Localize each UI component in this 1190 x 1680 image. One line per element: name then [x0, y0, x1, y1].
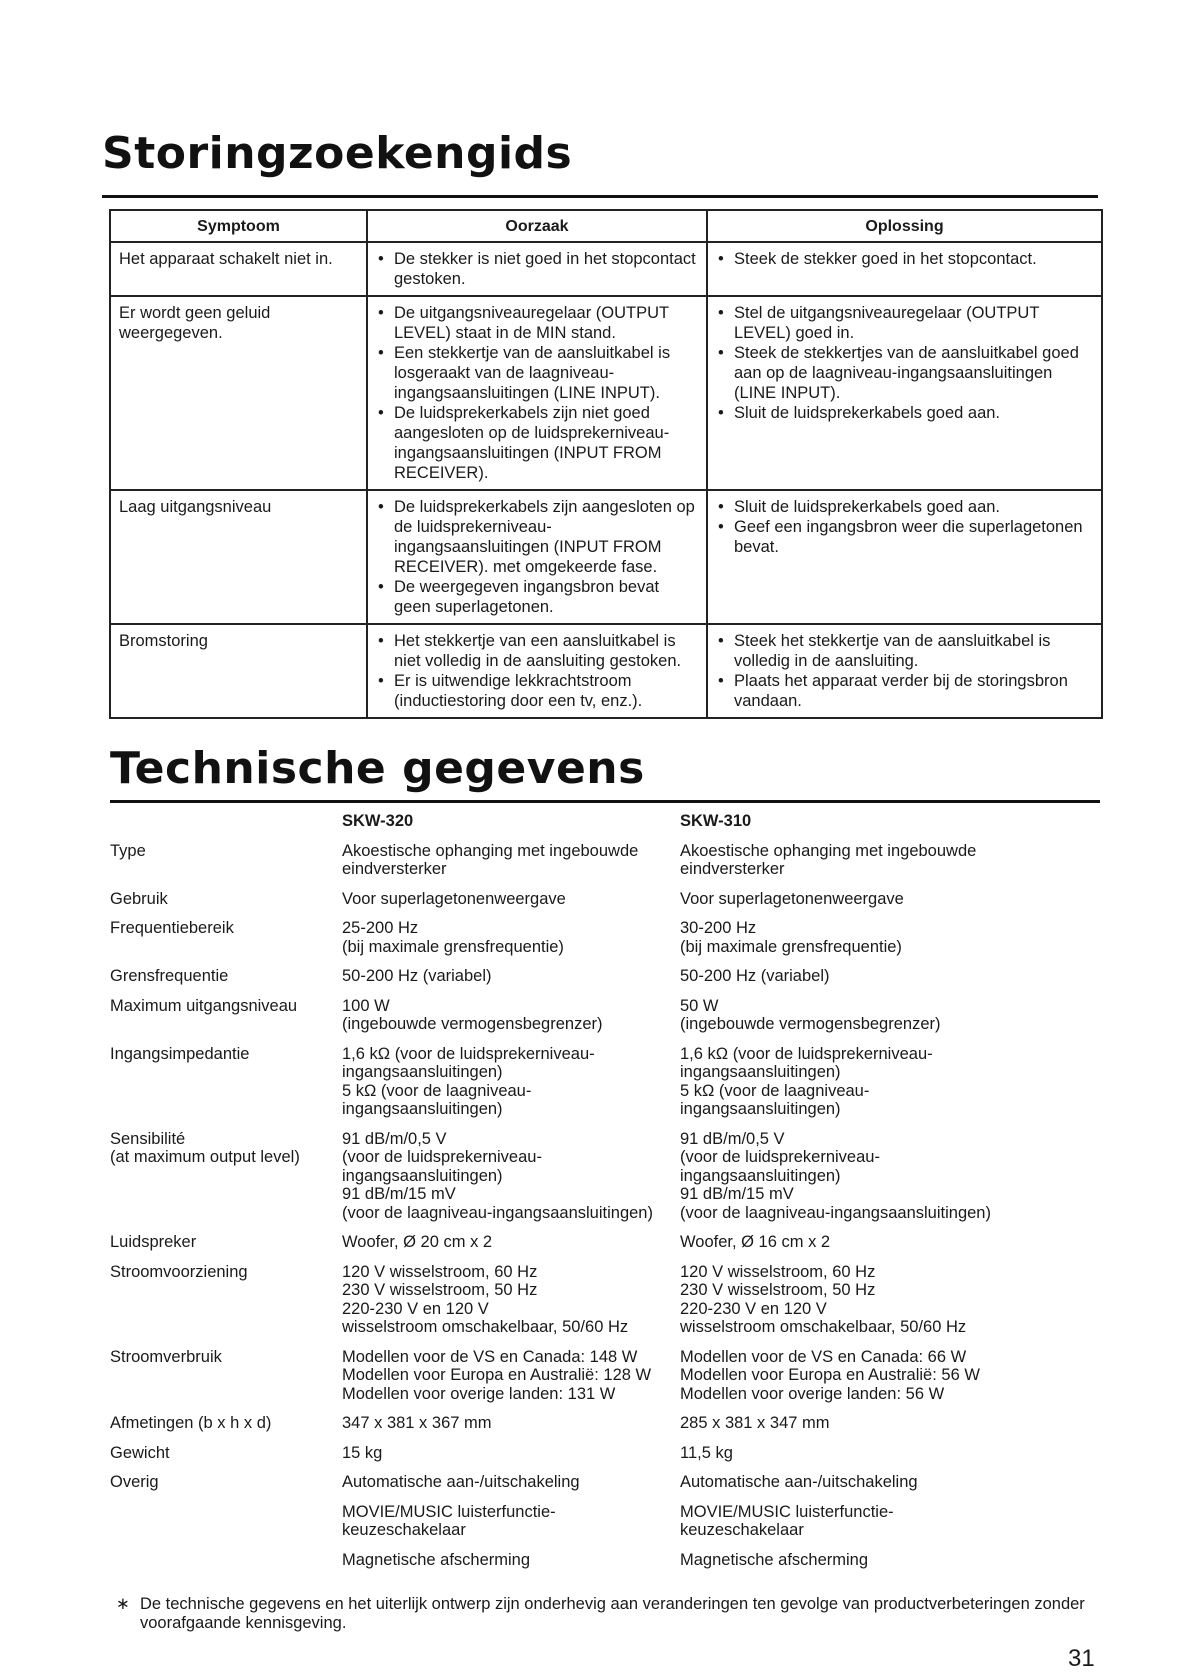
page-number: 31 — [1068, 1645, 1095, 1672]
spec-value-skw320-line: ingangsaansluitingen) — [342, 1166, 503, 1185]
spec-label — [110, 914, 342, 962]
spec-value-skw310 — [680, 962, 1110, 992]
spec-value-skw310-line: Akoestische ophanging met ingebouwde — [680, 841, 977, 860]
spec-value-skw320-line: 1,6 kΩ (voor de luidsprekerniveau- — [342, 1044, 595, 1063]
spec-value-skw320-line: MOVIE/MUSIC luisterfunctie- — [342, 1502, 556, 1521]
spec-value-skw310-line: (voor de luidsprekerniveau- — [680, 1148, 880, 1166]
spec-label-line: Gewicht — [110, 1443, 170, 1462]
spec-value-skw310-line: eindversterker — [680, 860, 785, 878]
spec-label-line: Stroomverbruik — [110, 1347, 222, 1366]
cause-list — [376, 497, 700, 617]
spec-value-skw320-line: Magnetische afscherming — [342, 1550, 531, 1569]
spec-row — [110, 1258, 1110, 1343]
spec-value-skw320 — [342, 1439, 680, 1469]
symptom-cell: Bromstoring — [110, 624, 367, 718]
symptom-cell: Er wordt geen geluid weergegeven. — [110, 296, 367, 490]
cause-item: • De stekker is niet goed in het stopcontact gestoken. — [376, 249, 700, 289]
solution-list — [716, 631, 1095, 711]
spec-value-skw320-line: keuzeschakelaar — [342, 1521, 466, 1539]
spec-value-skw310-line: ingangsaansluitingen) — [680, 1063, 841, 1081]
solution-list — [716, 497, 1095, 557]
spec-value-skw320-line: 91 dB/m/15 mV — [342, 1185, 456, 1203]
spec-value-skw310 — [680, 1468, 1110, 1498]
footnote-text: De technische gegevens en het uiterlijk ontwerp zijn onderhevig aan veranderingen ten gevolge van productverbeteringen zonder voorafgaande kennisgeving. — [140, 1595, 1085, 1632]
spec-value-skw310 — [680, 1439, 1110, 1469]
spec-label-line: Overig — [110, 1473, 159, 1491]
spec-label — [110, 1258, 342, 1343]
spec-value-skw320 — [342, 1228, 680, 1258]
spec-value-skw320-line: Modellen voor de VS en Canada: 148 W — [342, 1347, 638, 1366]
cause-item: • De luidsprekerkabels zijn aangesloten op de luidsprekerniveau-ingangsaansluitingen (INPUT FROM RECEIVER). met omgekeerde fase. — [376, 497, 700, 577]
spec-value-skw310-line: ingangsaansluitingen) — [680, 1100, 841, 1118]
spec-row — [110, 1498, 1110, 1546]
spec-value-skw320-line: ingangsaansluitingen) — [342, 1100, 503, 1118]
symptom-cell: Laag uitgangsniveau — [110, 490, 367, 624]
spec-value-skw320-line: (ingebouwde vermogensbegrenzer) — [342, 1015, 603, 1033]
spec-label — [110, 885, 342, 915]
spec-value-skw320 — [342, 914, 680, 962]
spec-value-skw310 — [680, 914, 1110, 962]
spec-value-skw320-line: 120 V wisselstroom, 60 Hz — [342, 1262, 538, 1281]
spec-row — [110, 1546, 1110, 1576]
spec-value-skw320-line: 91 dB/m/0,5 V — [342, 1129, 447, 1148]
cause-cell — [367, 490, 707, 624]
cause-item: • De weergegeven ingangsbron bevat geen superlagetonen. — [376, 577, 700, 617]
cause-list — [376, 631, 700, 711]
spec-value-skw310 — [680, 837, 1110, 885]
spec-value-skw310-line: (bij maximale grensfrequentie) — [680, 937, 902, 956]
spec-label — [110, 1439, 342, 1469]
spec-value-skw320-line: 15 kg — [342, 1443, 383, 1462]
spec-value-skw320 — [342, 1546, 680, 1576]
spec-value-skw320-line: 25-200 Hz — [342, 919, 419, 937]
troubleshooting-title: Storingzoekengids — [102, 128, 573, 179]
spec-row — [110, 992, 1110, 1040]
spec-value-skw320 — [342, 837, 680, 885]
spec-value-skw310 — [680, 1343, 1110, 1410]
troubleshooting-table — [109, 209, 1103, 719]
spec-label-line: Luidspreker — [110, 1233, 197, 1251]
spec-value-skw310-line: (ingebouwde vermogensbegrenzer) — [680, 1015, 941, 1033]
spec-value-skw310 — [680, 1546, 1110, 1576]
solution-cell — [707, 242, 1102, 296]
model-name: SKW-320 — [342, 812, 414, 830]
spec-value-skw310-line: 1,6 kΩ (voor de luidsprekerniveau- — [680, 1044, 933, 1063]
table-row — [110, 490, 1102, 624]
spec-label-line: Type — [110, 841, 146, 860]
spec-value-skw310-line: Modellen voor de VS en Canada: 66 W — [680, 1347, 967, 1366]
spec-value-skw310-line: 50 W — [680, 996, 719, 1015]
spec-value-skw310-line: 50-200 Hz (variabel) — [680, 967, 830, 985]
spec-label-line: Maximum uitgangsniveau — [110, 996, 298, 1015]
spec-value-skw310-line: Modellen voor Europa en Australië: 56 W — [680, 1366, 980, 1384]
header-symptom: Symptoom — [110, 210, 367, 242]
spec-value-skw310-line: 91 dB/m/0,5 V — [680, 1129, 785, 1148]
cause-list — [376, 249, 700, 289]
spec-row — [110, 1228, 1110, 1258]
spec-value-skw320-line: Woofer, Ø 20 cm x 2 — [342, 1233, 493, 1251]
spec-row — [110, 914, 1110, 962]
spec-value-skw310 — [680, 885, 1110, 915]
table-row — [110, 624, 1102, 718]
spec-label-line: Grensfrequentie — [110, 967, 229, 985]
spec-value-skw320-line: Voor superlagetonenweergave — [342, 889, 566, 908]
spec-value-skw320-line: 5 kΩ (voor de laagniveau- — [342, 1081, 532, 1100]
spec-value-skw310-line: 120 V wisselstroom, 60 Hz — [680, 1262, 876, 1281]
spec-value-skw320-line: (voor de luidsprekerniveau- — [342, 1148, 542, 1166]
spec-value-skw320-line: (bij maximale grensfrequentie) — [342, 937, 564, 956]
solution-item: • Steek het stekkertje van de aansluitkabel is volledig in de aansluiting. — [716, 631, 1095, 671]
spec-row — [110, 1040, 1110, 1125]
solution-item: • Geef een ingangsbron weer die superlagetonen bevat. — [716, 517, 1095, 557]
spec-value-skw320-line: 347 x 381 x 367 mm — [342, 1414, 492, 1432]
spec-value-skw310 — [680, 1125, 1110, 1229]
spec-value-skw310-line: (voor de laagniveau-ingangsaansluitingen) — [680, 1203, 991, 1222]
solution-cell — [707, 624, 1102, 718]
spec-value-skw320-line: Akoestische ophanging met ingebouwde — [342, 841, 639, 860]
spec-label-line: Gebruik — [110, 889, 168, 908]
spec-label-line: Frequentiebereik — [110, 919, 234, 937]
spec-value-skw320 — [342, 1409, 680, 1439]
model-name: SKW-310 — [680, 812, 752, 830]
spec-label — [110, 1546, 342, 1576]
spec-value-skw320-line: ingangsaansluitingen) — [342, 1063, 503, 1081]
spec-value-skw320 — [342, 992, 680, 1040]
spec-value-skw320-line: 220-230 V en 120 V — [342, 1299, 489, 1318]
cause-list — [376, 303, 700, 483]
solution-item: • Sluit de luidsprekerkabels goed aan. — [716, 497, 1095, 517]
solution-item: • Steek de stekker goed in het stopcontact. — [716, 249, 1095, 269]
solution-item: • Plaats het apparaat verder bij de storingsbron vandaan. — [716, 671, 1095, 711]
cause-item: • De luidsprekerkabels zijn niet goed aangesloten op de luidsprekerniveau-ingangsaansluitingen (INPUT FROM RECEIVER). — [376, 403, 700, 483]
spec-value-skw310-line: 220-230 V en 120 V — [680, 1299, 827, 1318]
spec-row — [110, 1125, 1110, 1229]
solution-item: • Stel de uitgangsniveauregelaar (OUTPUT LEVEL) goed in. — [716, 303, 1095, 343]
spec-label — [110, 1125, 342, 1229]
spec-label-line: Sensibilité — [110, 1129, 186, 1148]
spec-row — [110, 962, 1110, 992]
spec-value-skw310-line: Voor superlagetonenweergave — [680, 889, 904, 908]
cause-cell — [367, 242, 707, 296]
spec-value-skw320-line: wisselstroom omschakelbaar, 50/60 Hz — [342, 1318, 629, 1336]
spec-value-skw320-line: Modellen voor overige landen: 131 W — [342, 1384, 616, 1403]
spec-value-skw310-line: wisselstroom omschakelbaar, 50/60 Hz — [680, 1318, 967, 1336]
spec-label-line: Ingangsimpedantie — [110, 1044, 250, 1063]
cause-cell — [367, 296, 707, 490]
symptom-cell: Het apparaat schakelt niet in. — [110, 242, 367, 296]
spec-value-skw310-line: Woofer, Ø 16 cm x 2 — [680, 1233, 831, 1251]
spec-row — [110, 1439, 1110, 1469]
spec-label — [110, 1409, 342, 1439]
spec-value-skw320-line: 230 V wisselstroom, 50 Hz — [342, 1281, 538, 1299]
cause-item: • Het stekkertje van een aansluitkabel is niet volledig in de aansluiting gestoken. — [376, 631, 700, 671]
header-cause: Oorzaak — [367, 210, 707, 242]
spec-value-skw320-line: 50-200 Hz (variabel) — [342, 967, 492, 985]
spec-row — [110, 837, 1110, 885]
header-solution: Oplossing — [707, 210, 1102, 242]
spec-row — [110, 1343, 1110, 1410]
spec-value-skw320-line: Automatische aan-/uitschakeling — [342, 1473, 580, 1491]
spec-value-skw310-line: Magnetische afscherming — [680, 1550, 869, 1569]
spec-value-skw310-line: 230 V wisselstroom, 50 Hz — [680, 1281, 876, 1299]
spec-label — [110, 1498, 342, 1546]
footnote — [116, 1595, 1106, 1633]
cause-item: • Een stekkertje van de aansluitkabel is losgeraakt van de laagniveau-ingangsaansluitingen (LINE INPUT). — [376, 343, 700, 403]
spec-value-skw310-line: Modellen voor overige landen: 56 W — [680, 1384, 945, 1403]
spec-value-skw310-line: 5 kΩ (voor de laagniveau- — [680, 1081, 870, 1100]
solution-cell — [707, 296, 1102, 490]
spec-label-header — [110, 808, 342, 837]
spec-value-skw320 — [342, 1040, 680, 1125]
spec-value-skw310 — [680, 1258, 1110, 1343]
cause-item: • De uitgangsniveauregelaar (OUTPUT LEVEL) staat in de MIN stand. — [376, 303, 700, 343]
solution-item: • Sluit de luidsprekerkabels goed aan. — [716, 403, 1095, 423]
table-row — [110, 296, 1102, 490]
title-underline — [102, 195, 1098, 198]
spec-label — [110, 1228, 342, 1258]
spec-value-skw310-line: keuzeschakelaar — [680, 1521, 804, 1539]
spec-value-skw320 — [342, 962, 680, 992]
spec-label-line: (at maximum output level) — [110, 1148, 300, 1166]
spec-label — [110, 992, 342, 1040]
title-underline — [110, 800, 1100, 803]
spec-label-line: Afmetingen (b x h x d) — [110, 1414, 272, 1432]
solution-cell — [707, 490, 1102, 624]
spec-value-skw320-line: (voor de laagniveau-ingangsaansluitingen) — [342, 1203, 653, 1222]
specs-table — [110, 808, 1110, 1575]
spec-label — [110, 837, 342, 885]
spec-value-skw320 — [342, 1258, 680, 1343]
spec-value-skw310-line: 91 dB/m/15 mV — [680, 1185, 794, 1203]
cause-cell — [367, 624, 707, 718]
spec-value-skw320 — [342, 1125, 680, 1229]
spec-value-skw320 — [342, 1343, 680, 1410]
spec-value-skw310-line: 30-200 Hz — [680, 919, 757, 937]
spec-row — [110, 1409, 1110, 1439]
solution-list — [716, 303, 1095, 423]
spec-value-skw310-line: 11,5 kg — [680, 1443, 733, 1462]
spec-label-line: Stroomvoorziening — [110, 1262, 248, 1281]
table-row — [110, 242, 1102, 296]
spec-row — [110, 1468, 1110, 1498]
spec-value-skw320-line: 100 W — [342, 996, 390, 1015]
spec-value-skw310-line: 285 x 381 x 347 mm — [680, 1414, 830, 1432]
spec-label — [110, 962, 342, 992]
spec-value-skw320-line: eindversterker — [342, 860, 447, 878]
spec-value-skw310 — [680, 992, 1110, 1040]
specs-title: Technische gegevens — [110, 743, 645, 794]
spec-value-skw320 — [342, 885, 680, 915]
spec-label — [110, 1343, 342, 1410]
spec-label — [110, 1040, 342, 1125]
solution-item: • Steek de stekkertjes van de aansluitkabel goed aan op de laagniveau-ingangsaansluitingen (LINE INPUT). — [716, 343, 1095, 403]
spec-value-skw320-line: Modellen voor Europa en Australië: 128 W — [342, 1366, 652, 1384]
spec-value-skw310-line: Automatische aan-/uitschakeling — [680, 1473, 918, 1491]
spec-label — [110, 1468, 342, 1498]
spec-row — [110, 885, 1110, 915]
spec-value-skw310 — [680, 1498, 1110, 1546]
spec-value-skw310-line: ingangsaansluitingen) — [680, 1166, 841, 1185]
spec-value-skw320 — [342, 1468, 680, 1498]
table-header-row — [110, 210, 1102, 242]
spec-value-skw310 — [680, 1228, 1110, 1258]
spec-value-skw310 — [680, 1040, 1110, 1125]
spec-value-skw310 — [680, 1409, 1110, 1439]
spec-value-skw320 — [342, 1498, 680, 1546]
model-header-row — [110, 808, 1110, 837]
cause-item: • Er is uitwendige lekkrachtstroom (inductiestoring door een tv, enz.). — [376, 671, 700, 711]
spec-value-skw310-line: MOVIE/MUSIC luisterfunctie- — [680, 1502, 894, 1521]
asterisk-icon: ∗ — [116, 1595, 130, 1613]
solution-list — [716, 249, 1095, 269]
